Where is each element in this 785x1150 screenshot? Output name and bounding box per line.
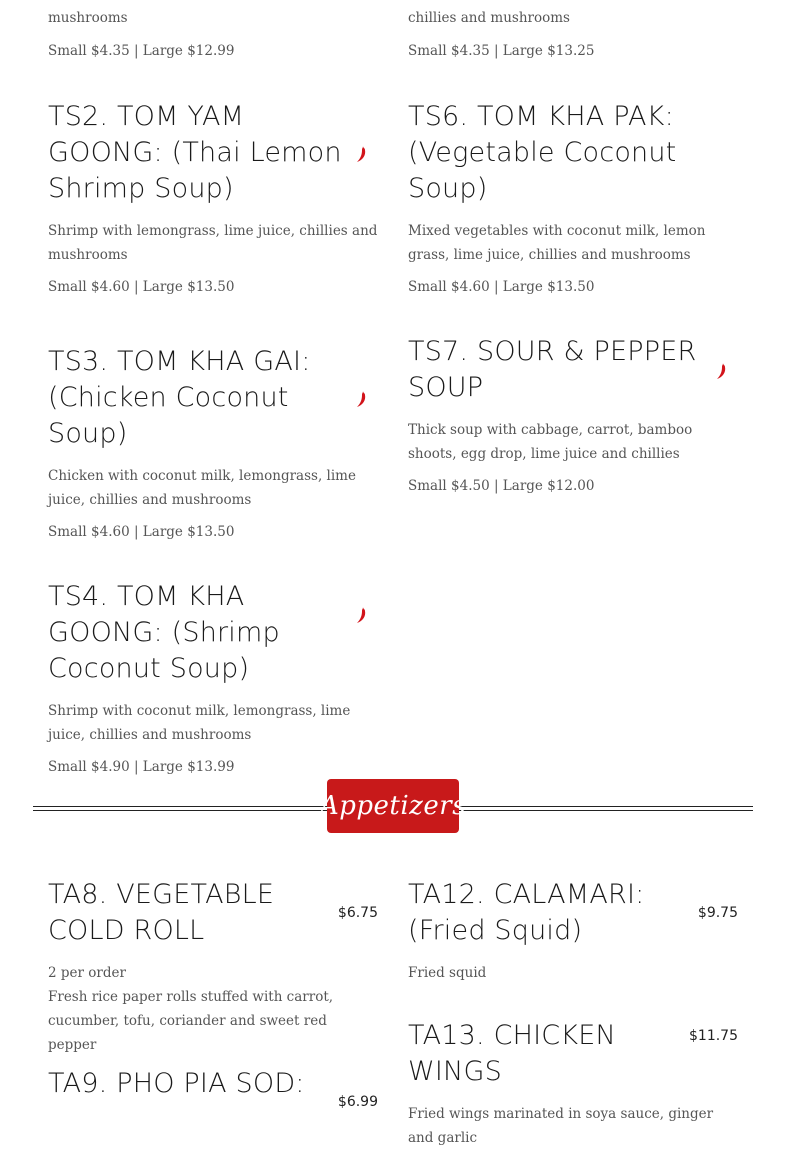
menu-item-ta12 xyxy=(408,877,738,985)
item-title: TA9. PHO PIA SOD: xyxy=(48,1068,305,1099)
menu-item-ta9 xyxy=(48,1066,378,1110)
item-title: TS4. TOM KHA GOONG: (Shrimp Coconut Soup) xyxy=(48,581,280,684)
item-desc: Mixed vegetables with coconut milk, lemon grass, lime juice, chillies and mushrooms xyxy=(408,223,706,263)
top-right-desc: chillies and mushrooms xyxy=(408,10,570,26)
item-title: TA8. VEGETABLE COLD ROLL xyxy=(48,879,275,946)
item-price: $11.75 xyxy=(689,1028,738,1044)
item-desc: Thick soup with cabbage, carrot, bamboo shoots, egg drop, lime juice and chillies xyxy=(408,422,693,462)
item-title: TS7. SOUR & PEPPER SOUP xyxy=(408,336,697,403)
item-title: TA12. CALAMARI: (Fried Squid) xyxy=(408,879,645,946)
menu-item-ts6 xyxy=(408,99,738,297)
item-desc: Fried squid xyxy=(408,965,487,981)
item-price: Small $4.90 | Large $13.99 xyxy=(48,759,235,775)
chili-pepper-icon xyxy=(356,145,368,163)
menu-item-ta8 xyxy=(48,877,378,1057)
chili-pepper-icon xyxy=(356,390,368,408)
menu-item-ts2 xyxy=(48,99,378,297)
menu-item-ts7 xyxy=(408,334,738,496)
item-price: $6.99 xyxy=(337,1094,378,1110)
chili-pepper-icon xyxy=(716,362,728,380)
item-price: Small $4.50 | Large $12.00 xyxy=(408,478,595,494)
item-note: 2 per order xyxy=(48,965,126,981)
item-price: $9.75 xyxy=(697,905,738,921)
top-left-price: Small $4.35 | Large $12.99 xyxy=(48,43,235,59)
top-right-price: Small $4.35 | Large $13.25 xyxy=(408,43,595,59)
item-price: $6.75 xyxy=(337,905,378,921)
top-left-desc: mushrooms xyxy=(48,10,128,26)
item-title: TS6. TOM KHA PAK: (Vegetable Coconut Soup) xyxy=(408,101,677,204)
item-price: Small $4.60 | Large $13.50 xyxy=(408,279,595,295)
item-desc: Shrimp with coconut milk, lemongrass, lime juice, chillies and mushrooms xyxy=(48,703,351,743)
item-desc: Fried wings marinated in soya sauce, ginger and garlic xyxy=(408,1106,714,1146)
item-title: TA13. CHICKEN WINGS xyxy=(408,1020,616,1087)
menu-item-ts4 xyxy=(48,579,378,777)
item-desc: Chicken with coconut milk, lemongrass, lime juice, chillies and mushrooms xyxy=(48,468,356,508)
item-desc: Shrimp with lemongrass, lime juice, chillies and mushrooms xyxy=(48,223,378,263)
item-price: Small $4.60 | Large $13.50 xyxy=(48,279,235,295)
item-title: TS3. TOM KHA GAI: (Chicken Coconut Soup) xyxy=(48,346,311,449)
item-price: Small $4.60 | Large $13.50 xyxy=(48,524,235,540)
menu-item-ts3 xyxy=(48,344,378,542)
chili-pepper-icon xyxy=(356,606,368,624)
section-title-appetizers: Appetizers xyxy=(327,779,459,833)
menu-item-ta13 xyxy=(408,1018,738,1150)
item-title: TS2. TOM YAM GOONG: (Thai Lemon Shrimp Soup) xyxy=(48,101,342,204)
item-desc: Fresh rice paper rolls stuffed with carrot, cucumber, tofu, coriander and sweet red pepper xyxy=(48,989,334,1053)
